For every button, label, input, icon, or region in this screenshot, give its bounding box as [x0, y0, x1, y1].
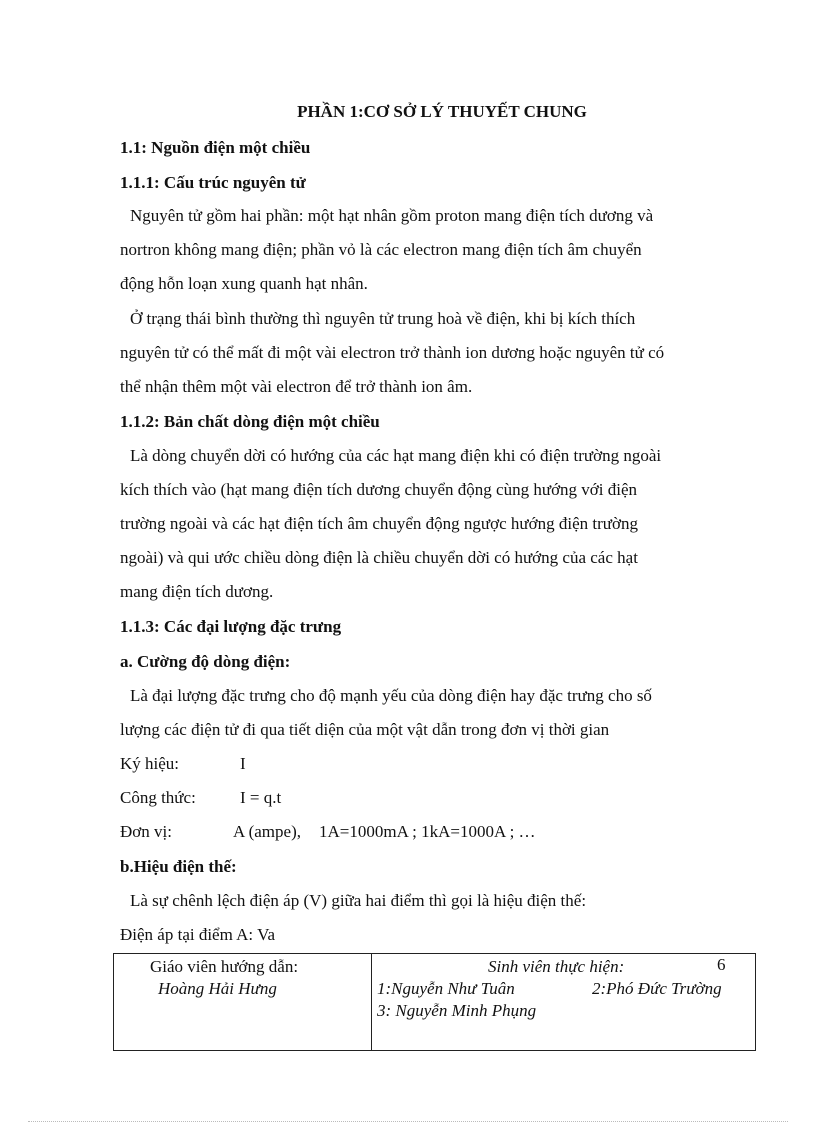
unit-row — [120, 822, 536, 842]
formula-row — [120, 788, 281, 808]
page-number: 6 — [717, 955, 726, 974]
paragraph-line: nguyên tử có thể mất đi một vài electron trở thành ion dương hoặc nguyên tử có — [120, 343, 665, 362]
paragraph-line: thể nhận thêm một vài electron để trở thành ion âm. — [120, 377, 473, 396]
unit-label: Đơn vị: — [120, 822, 172, 841]
symbol-label: Ký hiệu: — [120, 754, 180, 773]
heading-1-1: 1.1: Nguồn điện một chiều — [120, 138, 311, 157]
paragraph-line: nortron không mang điện; phần vỏ là các electron mang điện tích âm chuyển — [120, 240, 642, 259]
page-title: PHẦN 1:CƠ SỞ LÝ THUYẾT CHUNG — [297, 102, 587, 121]
paragraph-line: Là dòng chuyển dời có hướng của các hạt mang điện khi có điện trường ngoài — [130, 446, 662, 465]
unit-conversion: 1A=1000mA ; 1kA=1000A ; … — [318, 822, 536, 841]
student-2: 2:Phó Đức Trường — [592, 979, 722, 998]
subheading-b: b.Hiệu điện thế: — [120, 857, 237, 876]
paragraph-line: Là sự chênh lệch điện áp (V) giữa hai điểm thì gọi là hiệu điện thế: — [130, 891, 587, 910]
advisor-name: Hoàng Hải Hưng — [158, 979, 277, 998]
unit-value: A (ampe), — [233, 822, 301, 841]
paragraph-line: Nguyên tử gồm hai phần: một hạt nhân gồm proton mang điện tích dương và — [130, 206, 654, 225]
symbol-row — [120, 754, 246, 774]
heading-1-1-1: 1.1.1: Cấu trúc nguyên tử — [120, 173, 306, 192]
footer-table — [113, 953, 756, 1051]
paragraph-line: Là đại lượng đặc trưng cho độ mạnh yếu của dòng điện hay đặc trưng cho số — [130, 686, 652, 705]
heading-1-1-2: 1.1.2: Bản chất dòng điện một chiều — [120, 412, 380, 431]
symbol-value: I — [240, 754, 246, 773]
formula-label: Công thức: — [120, 788, 196, 807]
subheading-a: a. Cường độ dòng điện: — [120, 652, 291, 671]
footer-divider — [371, 954, 372, 1050]
paragraph-line: động hỗn loạn xung quanh hạt nhân. — [120, 274, 368, 293]
heading-1-1-3: 1.1.3: Các đại lượng đặc trưng — [120, 617, 342, 636]
paragraph-line: Điện áp tại điểm A: Va — [120, 925, 276, 944]
students-label: Sinh viên thực hiện: — [488, 957, 625, 976]
paragraph-line: lượng các điện tử đi qua tiết diện của một vật dẫn trong đơn vị thời gian — [120, 720, 610, 739]
paragraph-line: ngoài) và qui ước chiều dòng điện là chiều chuyển dời có hướng của các hạt — [120, 548, 638, 567]
paragraph-line: trường ngoài và các hạt điện tích âm chuyển động ngược hướng điện trường — [120, 514, 638, 533]
advisor-label: Giáo viên hướng dẫn: — [150, 957, 299, 976]
paragraph-line: Ở trạng thái bình thường thì nguyên tử trung hoà về điện, khi bị kích thích — [130, 309, 636, 328]
paragraph-line: kích thích vào (hạt mang điện tích dương chuyển động cùng hướng với điện — [120, 480, 638, 499]
student-3: 3: Nguyễn Minh Phụng — [377, 1001, 537, 1020]
page-bottom-rule — [28, 1121, 788, 1122]
student-1: 1:Nguyễn Như Tuân — [377, 979, 515, 998]
formula-value: I = q.t — [240, 788, 282, 807]
paragraph-line: mang điện tích dương. — [120, 582, 274, 601]
